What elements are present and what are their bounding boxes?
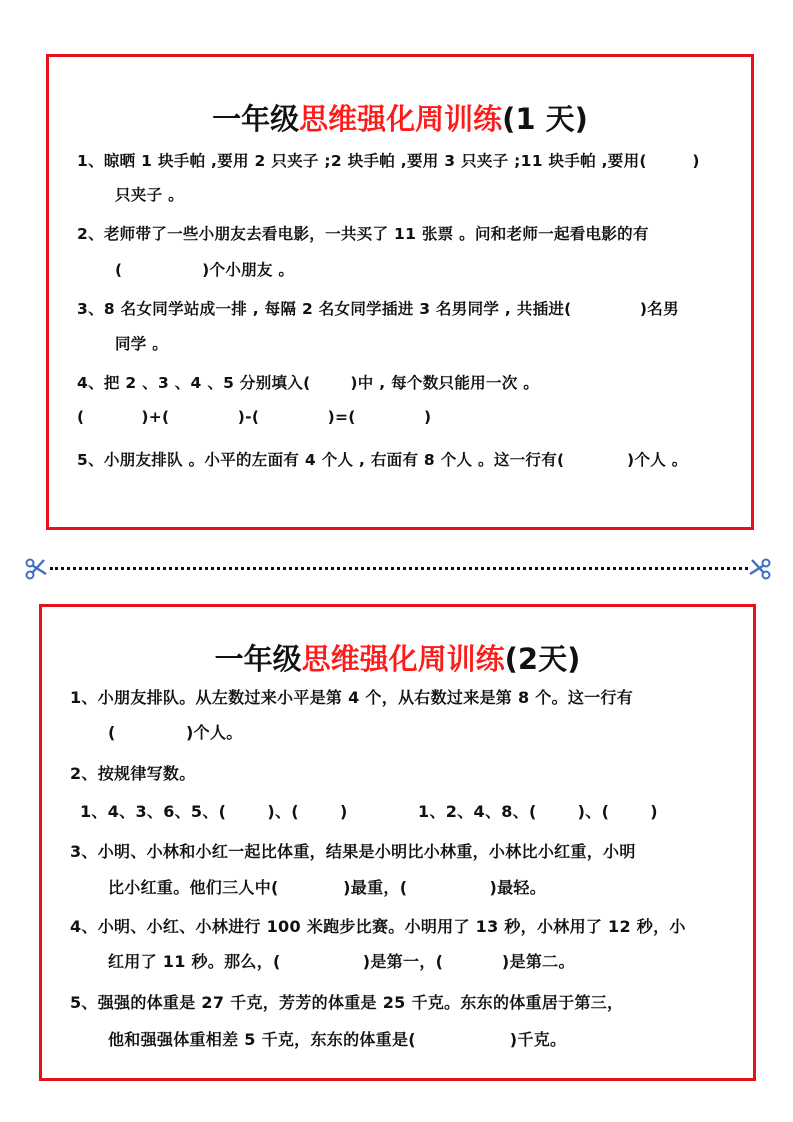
question-5-cont: 他和强强体重相差 5 千克，东东的体重是( )千克。 bbox=[108, 1030, 567, 1049]
question-2: 2、老师带了一些小朋友去看电影，一共买了 11 张票 。问和老师一起看电影的有 bbox=[77, 225, 649, 243]
title-suffix: (2天) bbox=[504, 642, 581, 676]
title-highlight: 思维强化周训练 bbox=[299, 102, 503, 136]
question-3-cont: 比小红重。他们三人中( )最重，( )最轻。 bbox=[108, 878, 547, 897]
worksheet-day-2 bbox=[39, 604, 756, 1081]
worksheet-day-1 bbox=[46, 54, 754, 530]
scissors-icon bbox=[24, 558, 48, 580]
question-2-sequences: 1、4、3、6、5、( )、( ) 1、2、4、8、( )、( ) bbox=[80, 802, 658, 821]
title-suffix: (1 天) bbox=[502, 102, 588, 136]
question-3: 3、小明、小林和小红一起比体重，结果是小明比小林重，小林比小红重，小明 bbox=[70, 842, 636, 861]
question-4-equation: ( )+( )-( )=( ) bbox=[77, 408, 432, 426]
question-3: 3、8 名女同学站成一排 , 每隔 2 名女同学插进 3 名男同学 , 共插进( )名男 bbox=[77, 300, 679, 318]
cut-line-divider bbox=[24, 558, 772, 580]
question-1-cont: ( )个人。 bbox=[108, 723, 243, 742]
question-1: 1、晾晒 1 块手帕 ,要用 2 只夹子 ;2 块手帕 ,要用 3 只夹子 ;11 块手帕 ,要用( ) bbox=[77, 152, 700, 170]
question-1: 1、小朋友排队。从左数过来小平是第 4 个，从右数过来是第 8 个。这一行有 bbox=[70, 688, 634, 707]
title-highlight: 思维强化周训练 bbox=[301, 642, 505, 676]
question-2-cont: ( )个小朋友 。 bbox=[115, 261, 295, 279]
question-4-cont: 红用了 11 秒。那么，( )是第一，( )是第二。 bbox=[108, 952, 575, 971]
question-2: 2、按规律写数。 bbox=[70, 764, 196, 783]
question-5: 5、小朋友排队 。小平的左面有 4 个人 , 右面有 8 个人 。这一行有( )个人 。 bbox=[77, 451, 688, 469]
question-1-cont: 只夹子 。 bbox=[115, 186, 184, 204]
worksheet-title-day-1 bbox=[49, 97, 751, 138]
question-4: 4、小明、小红、小林进行 100 米跑步比赛。小明用了 13 秒，小林用了 12 秒，小 bbox=[70, 917, 686, 936]
title-prefix: 一年级 bbox=[214, 642, 302, 676]
question-3-cont: 同学 。 bbox=[115, 335, 169, 353]
question-5: 5、强强的体重是 27 千克，芳芳的体重是 25 千克。东东的体重居于第三， bbox=[70, 993, 624, 1012]
worksheet-title-day-2 bbox=[42, 637, 753, 678]
scissors-icon bbox=[748, 558, 772, 580]
title-prefix: 一年级 bbox=[212, 102, 300, 136]
dotted-cut-line bbox=[50, 567, 748, 570]
question-4: 4、把 2 、3 、4 、5 分别填入( )中 , 每个数只能用一次 。 bbox=[77, 374, 540, 392]
